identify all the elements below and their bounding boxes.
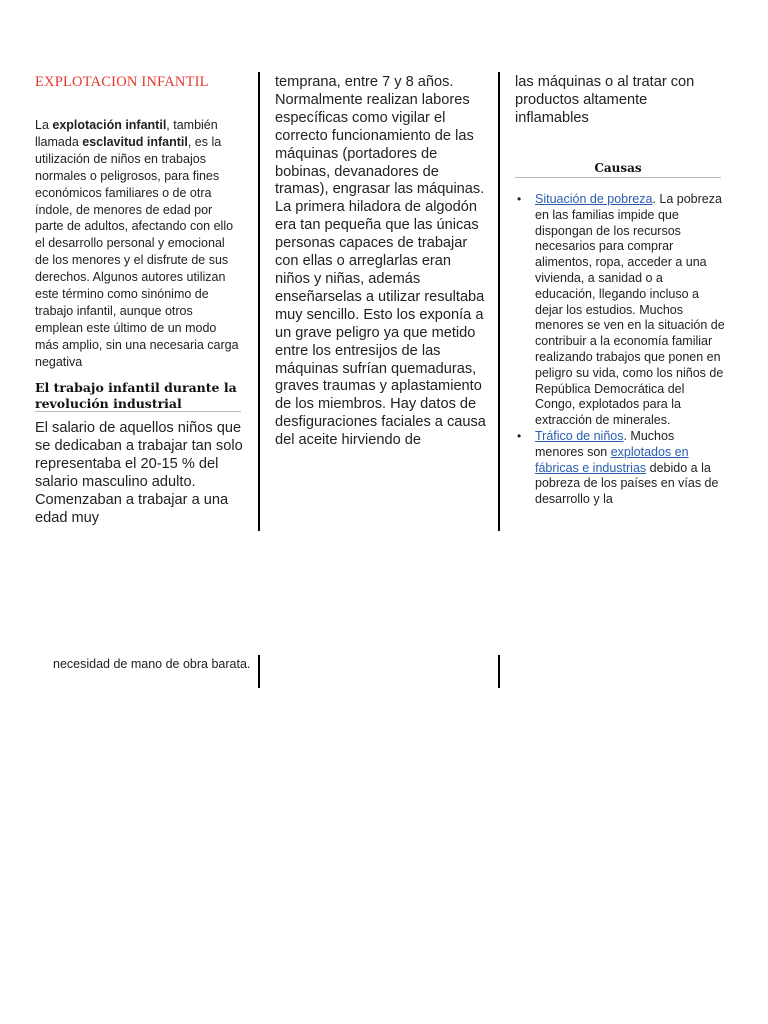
column2-paragraph: temprana, entre 7 y 8 años. Normalmente realizan labores específicas como vigilar el correcto funcionamiento de las máquinas (portadores de bobinas, devanadores de tramas), engrasar las máquinas. La primera hiladora de algodón era tan pequeña que las únicas personas capaces de trabajar con ellas o arreglarlas eran niños y niñas, además enseñarselas a utilizar resultaba muy sencillo. Esto los exponía a un grave peligro ya que metido entre los entresijos de las máquinas sufrían quemaduras, graves traumas y aplastamiento de los miembros. Hay datos de desfiguraciones faciales a causa del aceite hirviendo de xyxy=(275,74,486,449)
heading-underline xyxy=(35,411,241,412)
list-item xyxy=(515,192,725,429)
intro-paragraph: La explotación infantil, también llamada esclavitud infantil, es la utilización de niños en trabajos normales o peligrosos, para fines económicos familiares o de otra índole, de menores de edad por parte de adultos, afectando con ello el desarrollo personal y emocional de los menores y el disfrute de sus derechos. Algunos autores utilizan este término como sinónimo de trabajo infantil, aunque otros emplean este último de un modo más amplio, sin una necesaria carga negativa xyxy=(35,118,239,369)
factories-industries-link[interactable]: explotados en fábricas e industrias xyxy=(535,444,689,475)
list-item xyxy=(515,429,725,508)
industrial-revolution-paragraph: El salario de aquellos niños que se dedicaban a trabajar tan solo representaba el 20-15 % del salario masculino adulto. Comenzaban a trabajar a una edad muy xyxy=(35,420,243,526)
section-heading-industrial-revolution: El trabajo infantil durante la revolución industrial xyxy=(35,380,237,411)
list-item-text: . Muchos menores son xyxy=(535,428,675,459)
column-divider-2-page2 xyxy=(498,655,500,688)
column-divider-1 xyxy=(258,72,260,531)
poverty-link[interactable]: Situación de pobreza xyxy=(535,192,653,206)
bullet-icon: • xyxy=(517,428,522,443)
causes-heading: Causas xyxy=(594,161,642,175)
list-item-text: debido a la pobreza de los países en vías de desarrollo y la xyxy=(535,460,719,507)
causes-list xyxy=(515,192,725,508)
document-title: EXPLOTACION INFANTIL xyxy=(35,74,209,90)
column3-paragraph: las máquinas o al tratar con productos altamente inflamables xyxy=(515,74,695,126)
bullet-icon: • xyxy=(517,192,522,206)
column-divider-1-page2 xyxy=(258,655,260,688)
child-trafficking-link[interactable]: Tráfico de niños xyxy=(535,428,624,443)
column-divider-2 xyxy=(498,72,500,531)
causes-heading-underline xyxy=(515,177,721,178)
list-item-text: . La pobreza en las familias impide que dispongan de los recursos necesarios para comprar alimentos, ropa, acceder a una vivienda, a sanidad o a educación, llegando incluso a dejar los estudios. Muchos menores se ven en la situación de contribuir a la economía familiar realizando trabajos que ponen en peligro su vida, como los niños de República Democrática del Congo, explotados para la extracción de minerales. xyxy=(535,192,725,428)
continuation-text: necesidad de mano de obra barata. xyxy=(53,657,251,671)
